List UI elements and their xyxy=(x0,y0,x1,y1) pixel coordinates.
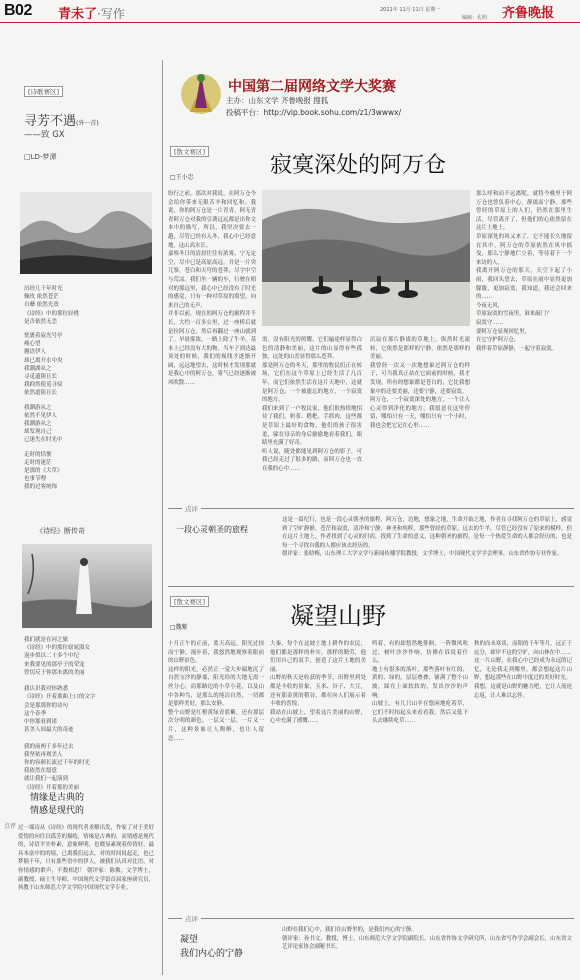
poem-line: 我的过客统饰 xyxy=(24,484,58,491)
comment1-text: 这是一篇纪行，也是一段心灵朝圣的旅程，阿万仓，边地，想象之地，生命开始之地，作者在寻找阿万仓的草原上，感觉到了空旷静静，苍茫和寂寞，清净和宁静，神圣和纯粹，那些曾经的草原，远去的牛羊，尽管已经没有了原来的模样，但在这片土地上，作者找到了心灵的归宿，找到了生命的意义，这种朝圣的旅程，是每一个热爱生命的人都会经历的，也是每一个寻找自我的人都应该去经历的。 朝评家：张晗梅，山东理工大学文学与新闻传播学院教授，文学博士，中国现代文学学会理事，山东省作协专业作家。 xyxy=(282,517,572,558)
article1-illustration xyxy=(262,190,470,326)
comment2-divider xyxy=(168,918,574,919)
poem-title xyxy=(24,110,99,129)
page-number: B02 xyxy=(4,2,32,19)
editor-credit: 编辑：孔明 xyxy=(462,15,488,21)
comment1-title: 一段心灵朝圣的旅程 xyxy=(176,525,248,534)
poem-line: 走时的迷茫 xyxy=(24,459,52,466)
poem-line: 我坚依再观美人 xyxy=(24,751,63,758)
poem-line: 曾切反于你那末离的美丽 xyxy=(24,669,85,676)
article1-section-tag: [散文赛区] xyxy=(170,146,209,157)
poem2-body xyxy=(24,636,96,792)
issue-date: 2011年 11月 11日 星期一 xyxy=(380,7,441,13)
comment1-label: 点评 xyxy=(182,504,201,513)
article-divider xyxy=(168,586,574,587)
article2-col1: 十月正午的正前，蓝天高远，阳光过掠而宁静，漫步着，我悠然地观察着眼前的山野景色。 这样的阳光，必然正一觉大步瑞地沉了自然宝沙的静谧，阳光给的大地无需一丝分心，而那路边的小草小花，以及山中各种鸟，是那么的纯洁自然，一切都是那样美好，那么安静。 整个山野是红橙黄绿青蓝紫，还有那层次分明的颜色，一层又一层，一片又一片，这种景象让人陶醉，也让人留恋…… xyxy=(168,641,264,742)
poem-line: 你的容颜长流过千年的时光 xyxy=(24,760,91,767)
poem-line: 我潮湖从之 xyxy=(24,365,52,372)
commentary-title-2: 情感是现代的 xyxy=(30,806,85,816)
article2-col3: 鸣着，有的却悠然地徘徊，一阵微风吹过，树叶沙沙作响，仿佛在诉说着什么。 地上有很多的落叶，那些落叶有红的、黄的、绿的，层层叠叠，铺满了整个山坡，踩在上面软软的，发出沙沙的声响。 山坡上，有几只山羊在悠闲地吃着草，它们不时抬起头来看看我，然后又低下头去继续吃草…… xyxy=(372,641,468,725)
poem-line: 我潮游从之 xyxy=(24,404,52,411)
article1-title: 寂寞深处的阿万仓 xyxy=(270,153,447,178)
section-subtitle: ·写作 xyxy=(97,7,125,21)
article1-author: □王小忠 xyxy=(170,174,194,181)
contest-host: 主办：山东文学 齐鲁晚报 搜狐 xyxy=(226,96,329,105)
poem-line xyxy=(24,734,96,742)
column-separator xyxy=(162,60,163,975)
article1-col2: 需，没有阳光的照耀，它们遍途样显得白色的清静和美丽，这片的山显得有些孤独，远处的山峦显得那么苍莽。 那是阿万仓的冬天，那里的牧民们正在转场，它们在这个草原上已经生活了几百年，而它们依然生活在这片天地中，这就是阿万仓，一个被遗忘的地方，一个寂寞的地方。 我们来到了一户牧民家，他们很热情地招待了我们，奶茶、糌粑、手抓肉，这些都是草原上最好的食物，他们的孩子很害羞，躲在母亲的身后偷偷地看着我们，眼睛里充满了好奇。 听人说，随处都能见到阿万仓的影子，可我已经走过了很多的路，而阿万仓也一直在我的心中…… xyxy=(262,337,362,472)
commentary-title: 情缘是古典的 xyxy=(30,793,85,803)
comment2-title-2: 我们内心的宁静 xyxy=(180,949,244,959)
commentary-text: 过一端诗从《诗经》的现代者求解出发，作家了对于美好爱情的向往以孤芳的描绘，情缘是古典的，而情感是现代的，诗语平实朴素，意象鲜明，也晓显素现着传情好，最具本富中的的境，已离我们远去，对的时间说起走，也已梦隔千年，只有那些语中的伊人，被我们认真对比语，对你情感的歌声，不数相思！ 朝评家：陈佛，文学博士，副教授，硕士生导师，中国现代文学馆首届家座研究员，执教于山东师范大学文学院中国现代文学专业。 xyxy=(18,825,154,892)
article2-col2: 大秦，每个在这坡土地上耕作的农民，他们都是那样的朴实，那样的勤劳，他们用自己的双手，创造了这片土地的美丽。 山野的秋天是收获的季节，田野里到处都是丰收的景象，玉米、谷子、大豆，还有那金黄的稻谷，都在向人们展示着丰收的喜悦。 我站在山坡上，望着这片美丽的山野，心中充满了感慨…… xyxy=(270,641,366,725)
poem-line: 返步似以二十多个中纪 xyxy=(24,653,80,660)
poem-dedication: ——致 GX xyxy=(24,130,65,140)
poem-line xyxy=(24,677,96,685)
poem-line: 已迷失在时光中 xyxy=(24,437,63,444)
poem-title-text: 寻芳不遇 xyxy=(24,114,77,129)
poem-line: 自蘼 依然光熹 xyxy=(24,302,59,309)
article1-col1: 纷行之前，那次对我说，在阿万仓今会给你带来无限苦辛和回忆和。我说，你的阿万仓是一片青青，阿无青青阿万仓对我的引诱远远都是出你文本中的描写，所以，我坚决要去一趟，尽管已经有入冬，我心中已经意地，这山高水长。 嘉察冬日的清晨往往有浓雾，宁无定空，尽中已是高原高远，并是一片突兀寥，苍白和天穹的苍莽，尽宇中空与荒凉。我们坐一辆的车，行驶在相对的那远里，我心中已经没有了时光的感觉，只有一种对草原的渴望，向来自己的无声。 并非以前，现在的阿万仓的旅程并不长，大约一百多公里，过一座桥后就是拉阿万仓，然后再翻过一座山就到了。早晨雾浓，一路上除了牛羊，基本上已经没有大的物，当车子到达最顶处的时候，我们的视线才逐渐开阔，远远地望去，这时候才发现那就是我心中的阿万仓，雾气已经逐渐被风吹散…… xyxy=(168,191,256,387)
poem-line: 是那的《大草》 xyxy=(24,468,63,475)
contest-emblem-icon xyxy=(178,68,224,122)
poem-line: 《诗经》中的那位窈窕淑女 xyxy=(24,645,91,652)
comment2-text: 山野在我们心中，我们在山野里的，是我们内心的宁静。 朝评家：孙书文，教授，博士，山东师范大学文学院副院长，山东省作协文学研究所，山东省写作学会副会长，山东省文艺评论家协会副秘书长。 xyxy=(282,927,572,951)
poem-line: 佩玫 依然苍茫 xyxy=(24,294,59,301)
poem-line: 翘语伊人 xyxy=(24,349,47,356)
poem-line: 是否依然无恙 xyxy=(24,318,58,325)
poem-line: 恍裹着寂光号亭 xyxy=(24,333,63,340)
poem2-illustration xyxy=(22,544,152,628)
poem-author: □LD-梦潭 xyxy=(24,153,57,161)
poem-line: 依然道阻且长 xyxy=(24,390,58,397)
poetry-section-tag: [诗歌赛区] xyxy=(24,86,63,97)
poem-line: 我抑然使觅寻驭 xyxy=(24,382,63,389)
poem-title-sub: (外一首) xyxy=(76,120,99,127)
contest-website[interactable]: 投稿平台：http://vip.book.sohu.com/z1/3wwwx/ xyxy=(226,108,402,117)
poem-line: 我的前两千多年过去 xyxy=(24,743,74,750)
article2-title: 凝望山野 xyxy=(290,602,386,630)
poem-line: 《诗经》开着那曲上口的文字 xyxy=(24,694,96,701)
poem-line: 却已离开水中央 xyxy=(24,357,63,364)
poem-line: 瘦心望 xyxy=(24,341,41,348)
poem-line: 甚美人间最大的奇迹 xyxy=(24,727,74,734)
poem-line: 却发现自己 xyxy=(24,429,52,436)
poem-body xyxy=(24,285,79,492)
poem-line: 依然不见伊人 xyxy=(24,412,58,419)
poem-line: 来我要见的那亭子的荣宠 xyxy=(24,661,85,668)
poem-line: 会是那那你的诗句 xyxy=(24,702,69,709)
section-title xyxy=(58,3,125,22)
poem-illustration xyxy=(20,192,152,274)
poem-line: 这个春季 xyxy=(24,710,47,717)
poem-line: 也事节哩 xyxy=(24,476,47,483)
article2-col4: 秋的而未寒谈，而阳的千年等月，远正于远分，却岸不这的空旷，向山林在中…… 这一片山野，在我心中已经成为永远的记忆，无论我走到哪里，都会想起这片山野，想起那些在山野中度过的美好时光。 我想，这就是山野的魅力吧，它让人流连忘返，让人难以忘怀。 xyxy=(474,641,572,699)
commentary-label: 点评 xyxy=(4,823,17,830)
article1-col3: 沉寂在那片静谧的草地上，纵然时光流转，它依然是那样的宁静，依然是那样的美丽。 我曾经一次又一次地想象过阿万仓的样子，可当我真正站在它面前的时候，我才发现，所有的想象都是苍白的，它比我想象中的还要美丽，还要宁静，还要寂寞。 阿万仓，一个寂寞深处的地方，一个让人心灵得到净化的地方，我愿意在这里停留，哪怕只有一天，哪怕只有一个小时，我也会把它记在心里…… xyxy=(370,337,470,429)
article1-col4: 那么呼和而不远离呢，就将今晚里于阿万仓也曾负着中心，静谧而宁静，那些曾经的草原上的人们，仍然在那里生活，尽管离开了，但他们的心依然留在这片土地上。 草原深处的风又来了，它不能长久地留在其中，阿万仓的草原依然在风中摇曳，那么宁静地伫立着，等待着下一个来访的人。 我离开阿万仓的那天，天空下起了小雨，我回头望去，草原在雨中显得更加朦胧，更加寂寞，我知道，我还会回来的…… 今夜无风， 草原寂寞的雪夜里，谁来敲门？ 寂寞守…… 要阿万仓显现回忆里， 在它守护阿万仓， 我伴着草原静静，一起守着寂寞。 xyxy=(476,191,572,352)
poem-line: 《诗经》中的那位轻佻 xyxy=(24,310,80,317)
section-name: 青未了 xyxy=(58,7,98,22)
poem-line: 中你那看到诸 xyxy=(24,719,58,726)
poem-line: 我们就是在河之旅 xyxy=(24,637,69,643)
comment2-label: 点评 xyxy=(182,914,201,923)
contest-title: 中国第二届网络文学大奖赛 xyxy=(228,79,396,95)
comment2-title: 凝望 xyxy=(180,935,199,945)
poem-line: 我依然在愿意 xyxy=(24,768,58,775)
poem-line: 我潮游从之 xyxy=(24,421,52,428)
comment1-divider xyxy=(168,508,574,509)
poem-line: 就让我们一起演到 xyxy=(24,776,69,783)
poem-line: 《诗经》开着那的美丽 xyxy=(24,784,80,791)
poem-line: 我认识我对你熟悉 xyxy=(24,686,69,693)
page-header xyxy=(0,0,580,23)
poem-line: 历经几千年时光 xyxy=(24,286,63,292)
poem-line: 走时的恬惬 xyxy=(24,451,52,458)
article2-section-tag: [散文赛区] xyxy=(170,596,209,607)
poem-line: 寻觅遗阻且长 xyxy=(24,374,58,381)
article2-author: □魏紫 xyxy=(170,624,188,631)
poem2-title: 《诗经》断传奇 xyxy=(36,527,85,535)
newspaper-logo: 齐鲁晚报 xyxy=(502,6,555,21)
